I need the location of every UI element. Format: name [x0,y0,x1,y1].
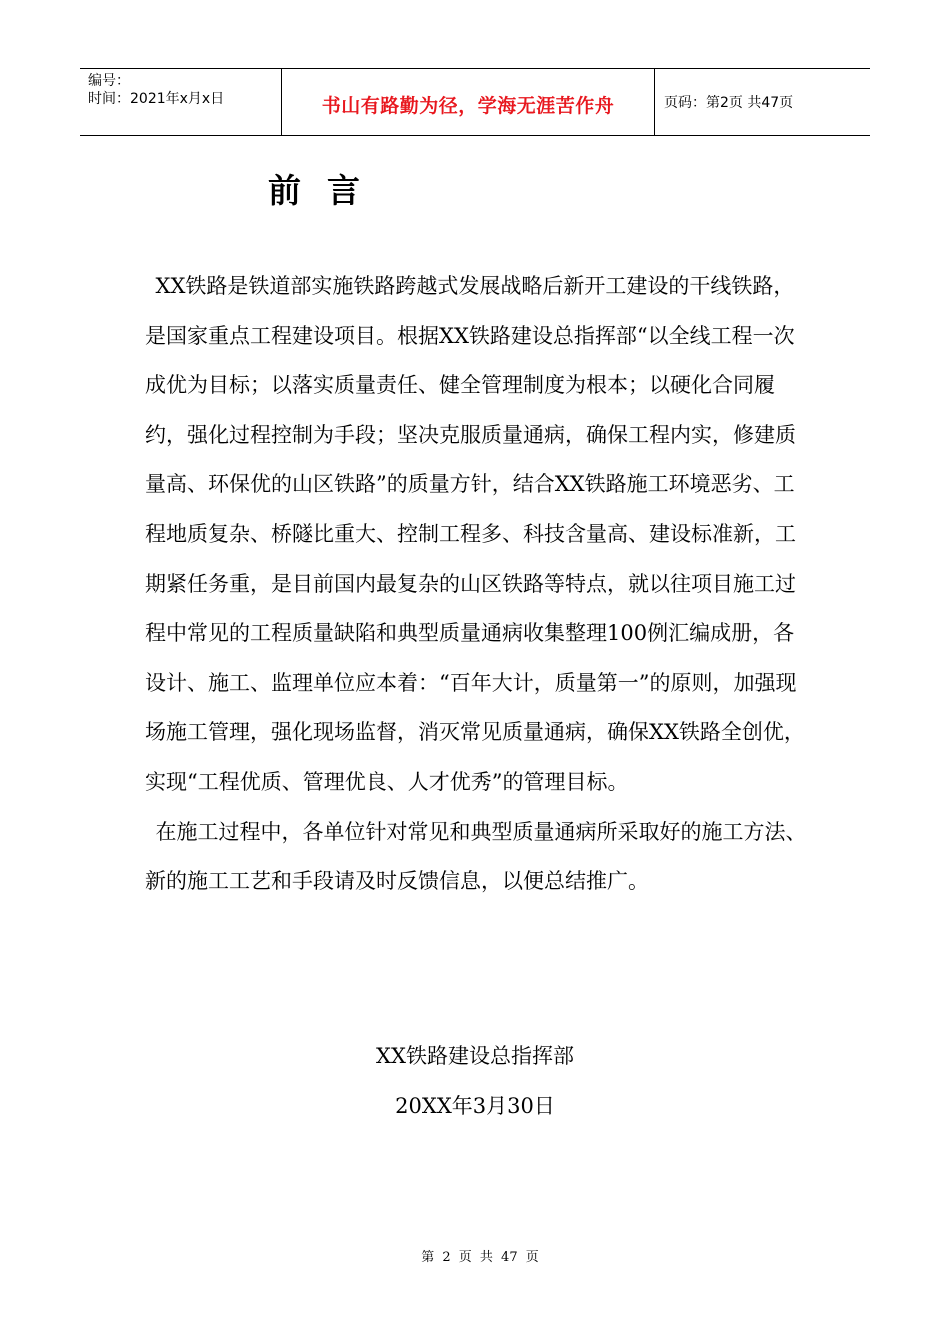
header-motto: 书山有路勤为径，学海无涯苦作舟 [321,94,615,117]
signature-organization: XX铁路建设总指挥部 [376,1044,574,1068]
paragraph-1: XX铁路是铁道部实施铁路跨越式发展战略后新开工建设的干线铁路，是国家重点工程建设项目。根据XX铁路建设总指挥部“以全线工程一次成优为目标；以落实质量责任、健全管理制度为根本；以硬化合同履约，强化过程控制为手段；坚决克服质量通病，确保工程内实，修建质量高、环保优的山区铁路”的质量方针，结合XX铁路施工环境恶劣、工程地质复杂、桥隧比重大、控制工程多、科技含量高、建设标准新，工期紧任务重，是目前国内最复杂的山区铁路等特点，就以往项目施工过程中常见的工程质量缺陷和典型质量通病收集整理100例汇编成册，各设计、施工、监理单位应本着：“百年大计，质量第一”的原则，加强现场施工管理，强化现场监督，消灭常见质量通病，确保XX铁路全创优，实现“工程优质、管理优良、人才优秀”的管理目标。 [145,274,805,794]
paragraph-2: 在施工过程中，各单位针对常见和典型质量通病所采取好的施工方法、新的施工工艺和手段请及时反馈信息，以便总结推广。 [145,819,807,894]
body-text [145,262,813,907]
document-number-label: 编号： [88,73,130,89]
signature-date: 20XX年3月30日 [395,1094,555,1118]
header-page-info: 页码：第2页 共47页 [664,95,794,111]
header-motto-cell [282,69,655,135]
page-footer: 第 2 页 共 47 页 [421,1250,539,1265]
document-time-label: 时间：2021年x月x日 [88,91,225,107]
header-meta-cell [80,69,282,135]
page-title: 前言 [268,171,386,210]
page-header [80,68,870,136]
header-page-cell [655,69,870,135]
